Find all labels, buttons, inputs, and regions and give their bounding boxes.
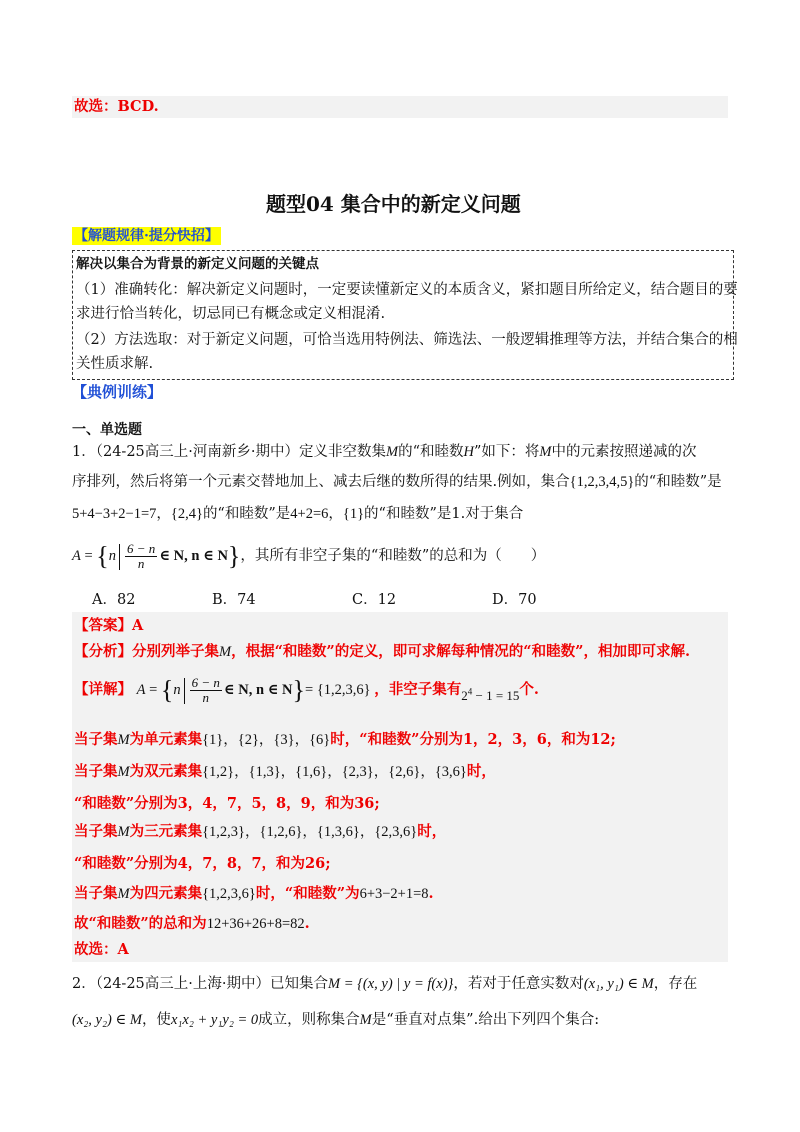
q1-s4-text-d: . xyxy=(428,885,434,902)
q1-l4-eq: = xyxy=(84,548,93,564)
q1-detail-sup: 4 xyxy=(467,686,473,697)
q2-l2-M: M xyxy=(359,1012,372,1028)
q1-option-b: B．74 xyxy=(212,592,256,608)
tips-tag-label: 【解题规律·提分快招】 xyxy=(74,228,219,244)
q2-l1-set: M = {(x, y) | y = f(x)} xyxy=(328,976,454,992)
q2-line-1 xyxy=(72,974,697,994)
q1-s3-M: M xyxy=(117,824,130,840)
q1-detail-brace-close: } xyxy=(292,675,306,705)
q1-s2-text-c: 时， xyxy=(466,763,496,780)
q1-detail-brace-open: { xyxy=(160,675,174,705)
q1-s3-text-c: 时， xyxy=(417,823,447,840)
q1-l3-text-c: ， xyxy=(328,506,343,522)
examples-tag: 【典例训练】 xyxy=(72,383,163,401)
q1-detail-tag: 【详解】 xyxy=(74,681,132,698)
q1-s3-sets: {1,2,3}，{1,2,6}，{1,3,6}，{2,3,6} xyxy=(202,824,418,840)
tips-p1-b: 求进行恰当转化，切忌同已有概念或定义相混淆. xyxy=(76,306,386,322)
q1-s1-M: M xyxy=(117,732,130,748)
q1-l4-brace-close: } xyxy=(227,541,241,571)
q1-analysis-text-b: ，根据“和睦数”的定义，即可求解每种情况的“和睦数”，相加即可求解. xyxy=(231,643,691,660)
q1-l3-text-a: ， xyxy=(156,506,171,522)
q1-detail-text-c: 个. xyxy=(519,681,539,698)
q1-s1-text-c: 时，“和睦数”分别为1，2，3，6，和为12; xyxy=(330,731,616,748)
tips-p1-a: （1）准确转化：解决新定义问题时，一定要读懂新定义的本质含义，紧扣题目所给定义，结合题目的要 xyxy=(76,282,738,298)
q1-line-3 xyxy=(72,504,523,524)
q1-detail-bar xyxy=(184,678,185,704)
q1-option-a: A．82 xyxy=(92,592,136,608)
q2-l2-eq: x₁x₂ + y₁y₂ = 0 xyxy=(170,1012,259,1028)
q1-analysis xyxy=(74,642,690,662)
q1-detail-eq: = {1,2,3,6} xyxy=(305,682,371,698)
q1-l2-set: {1,2,3,4,5} xyxy=(569,474,635,490)
tips-heading: 解决以集合为背景的新定义问题的关键点 xyxy=(76,256,319,272)
q1-l3-text-d: 的“和睦数”是1.对于集合 xyxy=(364,506,524,522)
q2-l2-text-a: ，使 xyxy=(141,1012,171,1028)
q1-l2-text-a: 序排列，然后将第一个元素交替地加上、减去后继的数所得的结果.例如，集合 xyxy=(72,474,570,490)
q1-l1-text-a: 1．（24-25高三上·河南新乡·期中）定义非空数集 xyxy=(72,444,386,460)
tips-p2-a: （2）方法选取：对于新定义问题，可恰当选用特例法、筛选法、一般逻辑推理等方法，并结合集合的相 xyxy=(76,332,738,348)
q1-final: 故选：A xyxy=(74,941,129,958)
q1-detail-pow: 2 xyxy=(461,688,468,703)
tips-tag xyxy=(72,226,221,246)
q1-l4-num: 6 − n xyxy=(127,541,156,557)
q1-detail-text-b: ，非空子集有 xyxy=(374,681,462,698)
q2-l1-pair: (x₁, y₁) ∈ M xyxy=(583,976,654,992)
q1-s2-M: M xyxy=(117,764,130,780)
q1-detail-A: A xyxy=(136,682,146,698)
q1-analysis-text-a: 【分析】分别列举子集 xyxy=(74,643,219,660)
q1-l4-den: n xyxy=(137,556,145,572)
q1-detail-den: n xyxy=(202,690,210,706)
q1-option-d: D．70 xyxy=(492,592,537,608)
q1-l4-A: A xyxy=(72,548,81,564)
q1-step-3 xyxy=(74,822,446,842)
q1-step-1 xyxy=(74,730,616,750)
q1-line-2 xyxy=(72,472,722,492)
q1-l3-set2: {1} xyxy=(342,506,365,522)
q1-l4-frac xyxy=(125,542,157,571)
q1-s1-text-a: 当子集 xyxy=(74,731,118,748)
top-answer-band xyxy=(72,96,728,118)
q1-l1-H: H xyxy=(463,444,474,460)
q1-step-2 xyxy=(74,762,496,782)
q1-step-3-line-2: “和睦数”分别为4，7，8，7，和为26; xyxy=(74,855,331,872)
q1-line-4 xyxy=(72,540,545,573)
q2-l1-text-b: ，若对于任意实数对 xyxy=(453,976,584,992)
top-result: 故选：BCD. xyxy=(74,98,159,115)
q1-l3-eq2: 4+2=6 xyxy=(290,506,329,522)
q2-l2-text-c: 是“垂直对点集”.给出下列四个集合: xyxy=(371,1012,600,1028)
q1-l1-M2: M xyxy=(539,444,552,460)
q1-s4-set: {1,2,3,6} xyxy=(202,886,256,902)
q1-sum xyxy=(74,914,310,934)
tips-p2-b: 关性质求解. xyxy=(76,356,154,372)
q1-answer: 【答案】A xyxy=(74,617,144,634)
q1-solution-band xyxy=(72,612,728,962)
q1-l2-text-b: 的“和睦数”是 xyxy=(634,474,722,490)
q1-s4-M: M xyxy=(117,886,130,902)
q1-s1-text-b: 为单元素集 xyxy=(129,731,203,748)
q2-line-2 xyxy=(72,1010,599,1030)
q1-detail-frac xyxy=(190,676,222,705)
q1-l1-text-c: ”如下：将 xyxy=(474,444,540,460)
q1-analysis-M: M xyxy=(219,644,232,660)
q2-l2-text-b: 成立，则称集合 xyxy=(258,1012,360,1028)
q1-s3-text-b: 为三元素集 xyxy=(129,823,203,840)
q1-sum-text-b: . xyxy=(304,915,310,932)
section-title: 题型04 集合中的新定义问题 xyxy=(266,192,521,216)
q1-s2-text-b: 为双元素集 xyxy=(129,763,203,780)
q1-l4-bar xyxy=(119,544,120,570)
part-title: 一、单选题 xyxy=(72,422,142,438)
q1-l3-eq: 5+4−3+2−1=7 xyxy=(72,506,157,522)
q1-l3-text-b: 的“和睦数”是 xyxy=(202,506,291,522)
q1-sum-text-a: 故“和睦数”的总和为 xyxy=(74,915,207,932)
q1-l1-text-b: 的“和睦数 xyxy=(398,444,464,460)
q1-l4-n: n xyxy=(108,548,117,564)
q1-s4-text-a: 当子集 xyxy=(74,885,118,902)
q1-detail: 【详解】 A = {n $\frac{6 - n}{n}$ ∈ N, n ∈ N}= {1,2,3,6} ，非空子集有$2^4 - 1 = 15$个. xyxy=(74,675,539,706)
q2-l1-text-c: ，存在 xyxy=(653,976,698,992)
q1-s4-eq: 6+3−2+1=8 xyxy=(359,886,429,902)
q1-detail-pow-rest: − 1 = 15 xyxy=(472,688,520,703)
q1-l4-brace-open: { xyxy=(96,541,109,571)
q1-s4-text-b: 为四元素集 xyxy=(129,885,203,902)
q2-l2-pair: (x₂, y₂) ∈ M xyxy=(72,1012,142,1028)
q1-sum-eq: 12+36+26+8=82 xyxy=(206,916,305,932)
q1-s3-text-a: 当子集 xyxy=(74,823,118,840)
q1-option-c: C．12 xyxy=(352,592,397,608)
q1-step-2-line-2: “和睦数”分别为3，4，7，5，8，9，和为36; xyxy=(74,795,380,812)
q2-l1-text-a: 2．（24-25高三上·上海·期中）已知集合 xyxy=(72,976,328,992)
q1-l3-set: {2,4} xyxy=(170,506,203,522)
q1-s4-text-c: 时，“和睦数”为 xyxy=(255,885,360,902)
q1-l4-text-a: ，其所有非空子集的“和睦数”的总和为（ ） xyxy=(240,548,546,564)
q1-l1-M: M xyxy=(386,444,399,460)
q1-s1-sets: {1}，{2}，{3}，{6} xyxy=(202,732,331,748)
q1-detail-num: 6 − n xyxy=(191,675,220,691)
q1-l4-in: ∈ N, n ∈ N xyxy=(159,548,228,564)
q1-line-1 xyxy=(72,442,697,462)
q1-s2-text-a: 当子集 xyxy=(74,763,118,780)
q1-step-4 xyxy=(74,884,434,904)
q1-detail-in: ∈ N, n ∈ N xyxy=(223,682,293,698)
q1-l1-text-d: 中的元素按照递减的次 xyxy=(551,444,697,460)
q1-s2-sets: {1,2}，{1,3}，{1,6}，{2,3}，{2,6}，{3,6} xyxy=(202,764,467,780)
q1-detail-n: n xyxy=(173,682,181,698)
